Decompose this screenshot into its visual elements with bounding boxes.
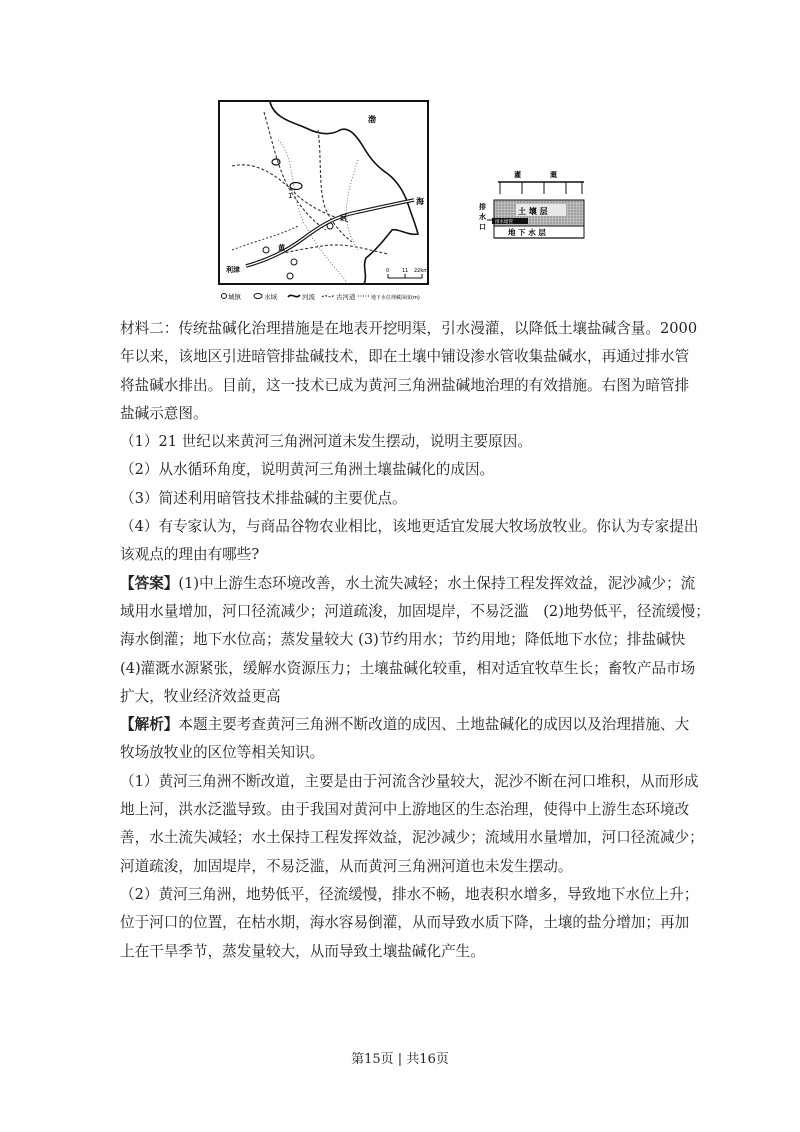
label-lijin: 利津 [226, 266, 240, 274]
page-footer: 第15页 | 共16页 [351, 1052, 449, 1067]
legend-water: 水域 [264, 293, 277, 301]
legend-old-channel: 古河道 [336, 293, 356, 301]
analysis-tag: 【解析】 [120, 716, 179, 734]
scale-tick: 11 [402, 268, 409, 274]
answer-section: 【答案】(1)中上游生态环境改善，水土流失减轻；水土保持工程发挥效益，泥沙减少；流 域用水量增加，河口径流减少；河道疏浚，加固堤岸，不易泛滥 (2)地势低平，径流缓慢； 海水倒灌；地下水位高；蒸发量较大 (3)节约用水；节约用地；降低地下水位；排盐碱快 (4)灌溉水源紧张，缓解水资源压力；土壤盐碱化较重，相对适宜牧草生长；畜牧产品市场 扩大，牧业经济效益更高 [120, 574, 710, 705]
map-legend [222, 292, 420, 301]
answer-tag: 【答案】 [120, 574, 179, 592]
question-3: （3）简述利用暗管技术排盐碱的主要优点。 [120, 489, 407, 507]
subsurface-drain-diagram [478, 168, 586, 248]
label-groundwater: 地 下 水 层 [508, 228, 546, 237]
analysis-section: 【解析】本题主要考查黄河三角洲不断改道的成因、土地盐碱化的成因以及治理措施、大 牧场放牧业的区位等相关知识。 [120, 716, 690, 762]
question-4: （4）有专家认为，与商品谷物农业相比，该地更适宜发展大牧场放牧业。你认为专家提出 该观点的理由有哪些? [120, 518, 699, 564]
legend-river: 河流 [302, 293, 315, 301]
label-outlet-2: 水 [479, 213, 486, 221]
question-2: （2）从水循环角度，说明黄河三角洲土壤盐碱化的成因。 [120, 461, 495, 479]
yellow-river-delta-map [218, 100, 436, 304]
question-1: （1）21 世纪以来黄河三角洲河道未发生摆动，说明主要原因。 [120, 433, 532, 451]
scale-tick: 22km [414, 268, 429, 274]
label-irrigation-2: 溉 [550, 171, 557, 179]
legend-groundwater: 地下水位埋藏深度(m) [371, 295, 420, 301]
label-huang: 黄 [278, 244, 285, 252]
label-outlet-1: 排 [479, 203, 486, 211]
analysis-part-2: （2）黄河三角洲，地势低平，径流缓慢，排水不畅，地表积水增多，导致地下水位上升； 位于河口的位置，在枯水期，海水容易倒灌，从而导致水质下降，土壤的盐分增加；再加 上在干旱季节，蒸发量较大，从而导致土壤盐碱化产生。 [120, 885, 699, 960]
label-bohai-2: 海 [416, 197, 424, 206]
label-he: 河 [340, 214, 347, 222]
material-two-paragraph: 材料二：传统盐碱化治理措施是在地表开挖明渠，引水漫灌，以降低土壤盐碱含量。2000 年以来，该地区引进暗管排盐碱技术，即在土壤中铺设渗水管收集盐碱水，再通过排水管 将盐碱水排出。目前，这一技术已成为黄河三角洲盐碱地治理的有效措施。右图为暗管排 盐碱示意图。 [120, 320, 698, 422]
contour-label: 1 [288, 192, 293, 200]
label-pipe: 排水暗管 [495, 220, 513, 225]
label-outlet-3: 口 [479, 223, 486, 231]
label-bohai-1: 渤 [368, 115, 376, 124]
map-frame [219, 101, 428, 284]
scale-tick: 0 [386, 268, 390, 274]
label-soil: 土 壤 层 [518, 207, 548, 216]
label-irrigation-1: 灌 [514, 171, 521, 179]
analysis-part-1: （1）黄河三角洲不断改道，主要是由于河流含沙量较大，泥沙不断在河口堆积，从而形成 地上河，洪水泛滥导致。由于我国对黄河中上游地区的生态治理，使得中上游生态环境改 善，水土流失减轻；水土保持工程发挥效益，泥沙减少；流域用水量增加，河口径流减少； 河道疏浚，加固堤岸，不易泛滥，从而黄河三角洲河道也未发生摆动。 [120, 772, 704, 875]
document-body [120, 315, 710, 966]
legend-town: 城镇 [228, 293, 241, 301]
